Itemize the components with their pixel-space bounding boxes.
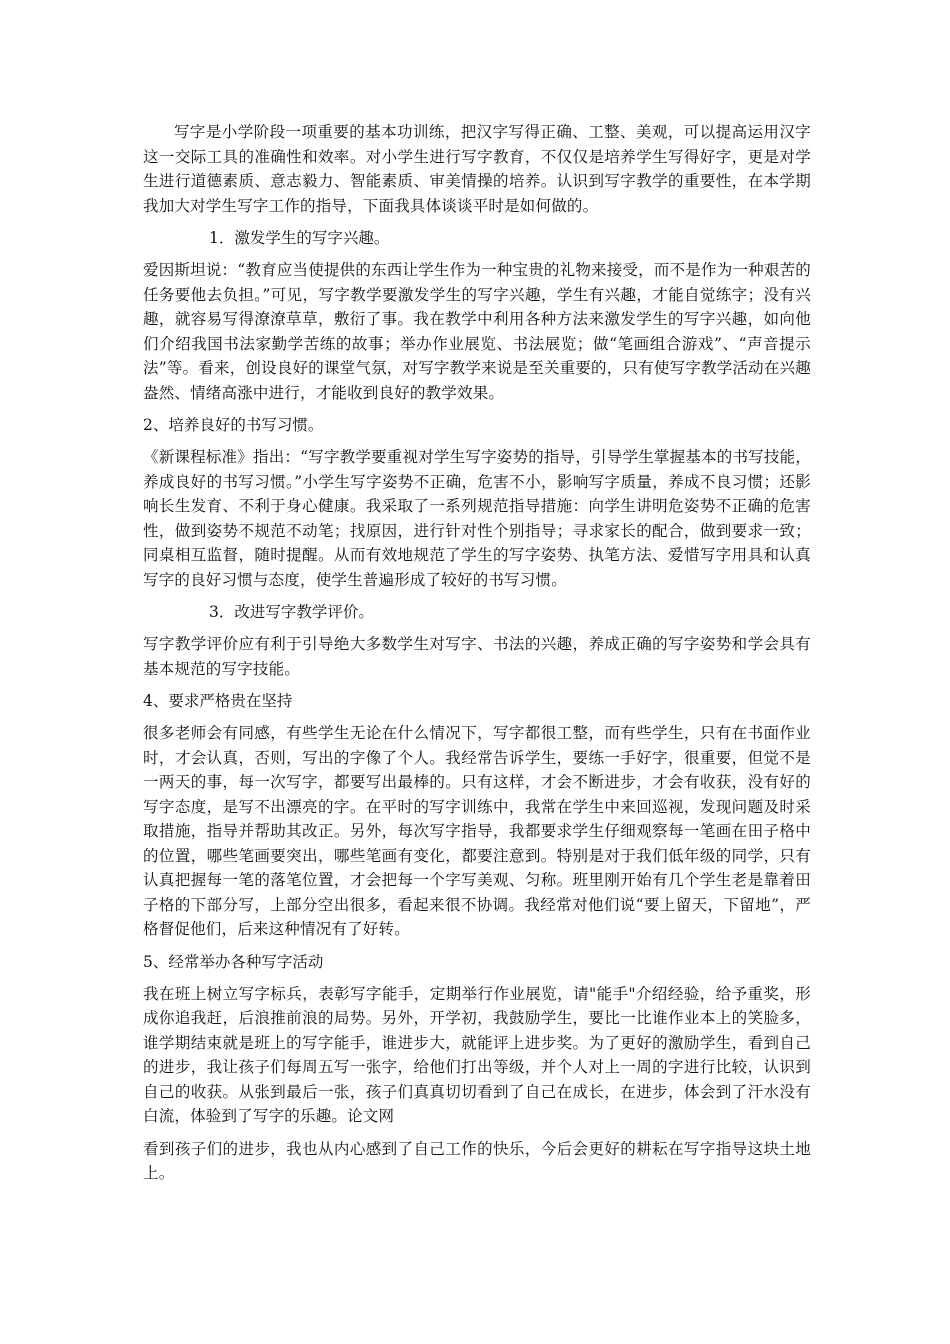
section-5-paragraph: 我在班上树立写字标兵，表彰写字能手，定期举行作业展览，请"能手"介绍经验，给予重奖，形成你追我赶，后浪推前浪的局势。另外，开学初，我鼓励学生，要比一比谁作业本上的笑脸多，谁学期结束就是班上的写字能手，谁进步大，就能评上进步奖。为了更好的激励学生，看到自己的进步，我让孩子们每周五写一张字，给他们打出等级，并个人对上一周的字进行比较，认识到自己的收获。从张到最后一张，孩子们真真切切看到了自己在成长，在进步，体会到了汗水没有白流，体验到了写字的乐趣。论文网: [143, 984, 811, 1125]
section-5-heading: 5、经常举办各种写字活动: [143, 952, 324, 971]
intro-paragraph: 写字是小学阶段一项重要的基本功训练，把汉字写得正确、工整、美观，可以提高运用汉字这一交际工具的准确性和效率。对小学生进行写字教育，不仅仅是培养学生写得好字，更是对学生进行道德素质、意志毅力、智能素质、审美情操的培养。认识到写字教学的重要性，在本学期我加大对学生写字工作的指导，下面我具体谈谈平时是如何做的。: [143, 123, 811, 215]
section-1-paragraph: 爱因斯坦说：“教育应当使提供的东西让学生作为一种宝贵的礼物来接受，而不是作为一种艰苦的任务要他去负担。”可见，写字教学要激发学生的写字兴趣，学生有兴趣，才能自觉练字；没有兴趣，就容易写得潦潦草草，敷衍了事。我在教学中利用各种方法来激发学生的写字兴趣，如向他们介绍我国书法家勤学苦练的故事；举办作业展览、书法展览；做“笔画组合游戏”、“声音提示法”等。看来，创设良好的课堂气氛，对写字教学来说是至关重要的，只有使写字教学活动在兴趣盎然、情绪高涨中进行，才能收到良好的教学效果。: [143, 261, 811, 402]
section-4-paragraph: 很多老师会有同感，有些学生无论在什么情况下，写字都很工整，而有些学生，只有在书面作业时，才会认真，否则，写出的字像了个人。我经常告诉学生，要练一手好字，很重要，但觉不是一两天的事，每一次写字，都要写出最棒的。只有这样，才会不断进步，才会有收获，没有好的写字态度，是写不出漂亮的字。在平时的写字训练中，我常在学生中来回巡视，发现问题及时采取措施，指导并帮助其改正。另外，每次写字指导，我都要求学生仔细观察每一笔画在田子格中的位置，哪些笔画要突出，哪些笔画有变化，都要注意到。特别是对于我们低年级的同学，只有认真把握每一笔的落笔位置，才会把每一个字写美观、匀称。班里刚开始有几个学生老是靠着田子格的下部分写，上部分空出很多，看起来很不协调。我经常对他们说“要上留天，下留地”，严格督促他们，后来这种情况有了好转。: [143, 724, 811, 938]
section-4-heading: 4、要求严格贵在坚持: [143, 692, 293, 710]
section-3-heading: 3．改进写字教学评价。: [209, 603, 374, 621]
section-2-paragraph: 《新课程标准》指出：“写字教学要重视对学生写字姿势的指导，引导学生掌握基本的书写技能，养成良好的书写习惯。”小学生写字姿势不正确，危害不小，影响写字质量，养成不良习惯；还影响长生发育、不利于身心健康。我采取了一系列规范指导措施：向学生讲明危姿势不正确的危害性，做到姿势不规范不动笔；找原因，进行针对性个别指导；寻求家长的配合，做到要求一致；同桌相互监督，随时提醒。从而有效地规范了学生的写字姿势、执笔方法、爱惜写字用具和认真写字的良好习惯与态度，使学生普遍形成了较好的书写习惯。: [143, 448, 811, 589]
document-body: [143, 120, 811, 1186]
closing-paragraph: 看到孩子们的进步，我也从内心感到了自己工作的快乐，今后会更好的耕耘在写字指导这块土地上。: [143, 1139, 811, 1182]
section-2-heading: 2、培养良好的书写习惯。: [143, 416, 324, 434]
section-1-heading: 1．激发学生的写字兴趣。: [209, 229, 390, 247]
section-3-paragraph: 写字教学评价应有利于引导绝大多数学生对写字、书法的兴趣，养成正确的写字姿势和学会具有基本规范的写字技能。: [143, 635, 811, 678]
